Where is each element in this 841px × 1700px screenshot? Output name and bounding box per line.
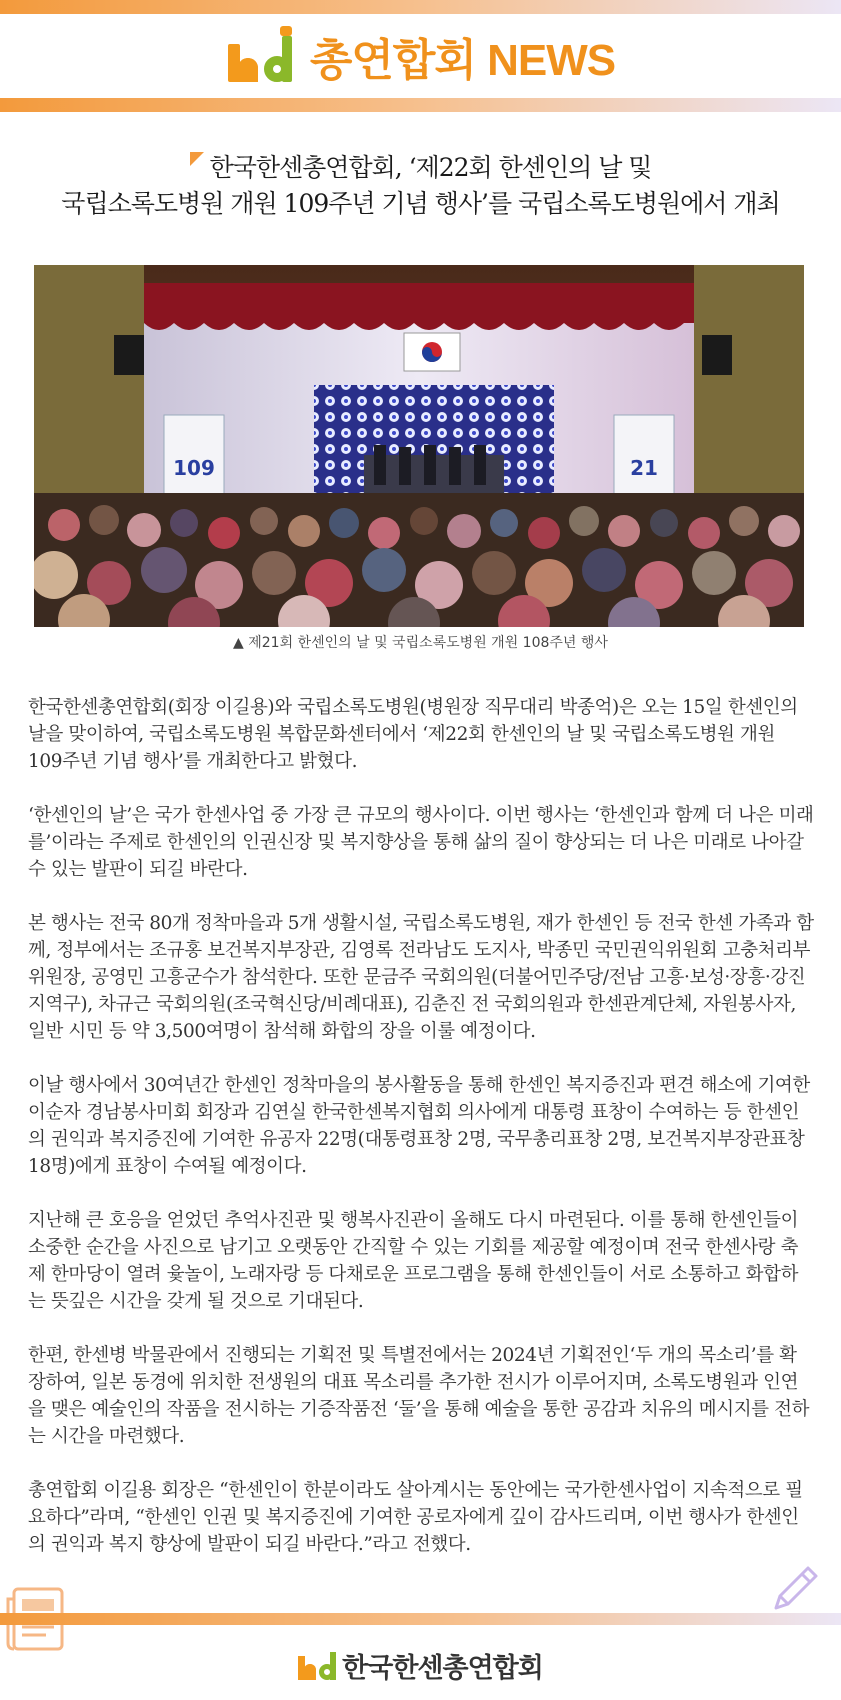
hd-logo-small-icon bbox=[298, 1648, 338, 1682]
footer-org-name: 한국한센총연합회 bbox=[342, 1652, 543, 1684]
article-paragraph: 한편, 한센병 박물관에서 진행되는 기획전 및 특별전에서는 2024년 기획전인‘두 개의 목소리’를 확장하여, 일본 동경에 위치한 전생원의 대표 목소리를 추가한 전시가 이루어지며, 소록도병원과 인연을 맺은 예술인의 작품을 전시하는 기증작품전 ‘둘’을 통해 예술을 통한 공감과 치유의 메시지를 전하는 시간을 마련했다. bbox=[28, 1345, 810, 1447]
article-paragraph: 본 행사는 전국 80개 정착마을과 5개 생활시설, 국립소록도병원, 재가 한센인 등 전국 한센 가족과 함께, 정부에서는 조규홍 보건복지부장관, 김영록 전라남도 도지사, 박종민 국민권익위원회 고충처리부위원장, 공영민 고흥군수가 참석한다. 또한 문금주 국회의원(더불어민주당/전남 고흥·보성·장흥·강진지역구), 차규근 국회의원(조국혁신당/비례대표), 김춘진 전 국회의원과 한센관계단체, 자원봉사자, 일반 시민 등 약 3,500여명이 참석해 화합의 장을 이룰 예정이다. bbox=[28, 913, 814, 1042]
header-gradient-bar bbox=[0, 98, 841, 112]
hd-logo-icon bbox=[226, 26, 296, 86]
newsletter-header bbox=[0, 14, 841, 98]
article-paragraph: 한국한센총연합회(회장 이길용)와 국립소록도병원(병원장 직무대리 박종억)은 오는 15일 한센인의 날을 맞이하여, 국립소록도병원 복합문화센터에서 ‘제22회 한센인의 날 및 국립소록도병원 개원 109주년 기념 행사’를 개최한다고 밝혔다. bbox=[28, 697, 798, 772]
headline-triangle-icon bbox=[190, 152, 204, 166]
article-body bbox=[28, 694, 814, 1585]
headline-line-2: 국립소록도병원 개원 109주년 기념 행사’를 국립소록도병원에서 개최 bbox=[61, 189, 780, 218]
article-paragraph: 지난해 큰 호응을 얻었던 추억사진관 및 행복사진관이 올해도 다시 마련된다. 이를 통해 한센인들이 소중한 순간을 사진으로 남기고 오랫동안 간직할 수 있는 기회를 제공할 예정이며 전국 한센사랑 축제 한마당이 열려 윷놀이, 노래자랑 등 다채로운 프로그램을 통해 한센인들이 서로 소통하고 화합하는 뜻깊은 시간을 갖게 될 것으로 기대된다. bbox=[28, 1210, 799, 1312]
photo-banner-right-number: 21 bbox=[630, 456, 658, 480]
photo-caption: ▲ 제21회 한센인의 날 및 국립소록도병원 개원 108주년 행사 bbox=[233, 635, 608, 651]
pencil-icon bbox=[766, 1560, 824, 1618]
top-gradient-bar bbox=[0, 0, 841, 14]
article-headline bbox=[30, 150, 811, 222]
event-photo bbox=[34, 265, 804, 627]
article-paragraph: 이날 행사에서 30여년간 한센인 정착마을의 봉사활동을 통해 한센인 복지증진과 편견 해소에 기여한 이순자 경남봉사미회 회장과 김연실 한국한센복지협회 의사에게 대통령 표창이 수여하는 등 한센인의 권익과 복지증진에 기여한 유공자 22명(대통령표창 2명, 국무총리표창 2명, 보건복지부장관표창 18명)에게 표창이 수여될 예정이다. bbox=[28, 1075, 810, 1177]
newsletter-title: 총연합회 NEWS bbox=[309, 36, 616, 85]
headline-line-1: 한국한센총연합회, ‘제22회 한센인의 날 및 bbox=[209, 153, 652, 182]
article-paragraph: 총연합회 이길용 회장은 “한센인이 한분이라도 살아계시는 동안에는 국가한센사업이 지속적으로 필요하다”라며, “한센인 인권 및 복지증진에 기여한 공로자에게 깊이 감사드리며, 이번 행사가 한센인의 권익과 복지 향상에 발판이 되길 바란다.”라고 전했다. bbox=[28, 1480, 803, 1555]
article-paragraph: ‘한센인의 날’은 국가 한센사업 중 가장 큰 규모의 행사이다. 이번 행사는 ‘한센인과 함께 더 나은 미래를’이라는 주제로 한센인의 인권신장 및 복지향상을 통해 삶의 질이 향상되는 더 나은 미래로 나아갈 수 있는 발판이 되길 바란다. bbox=[28, 805, 814, 880]
footer-logo bbox=[0, 1643, 841, 1687]
photo-banner-left-number: 109 bbox=[173, 456, 215, 480]
footer-gradient-bar bbox=[0, 1613, 841, 1625]
